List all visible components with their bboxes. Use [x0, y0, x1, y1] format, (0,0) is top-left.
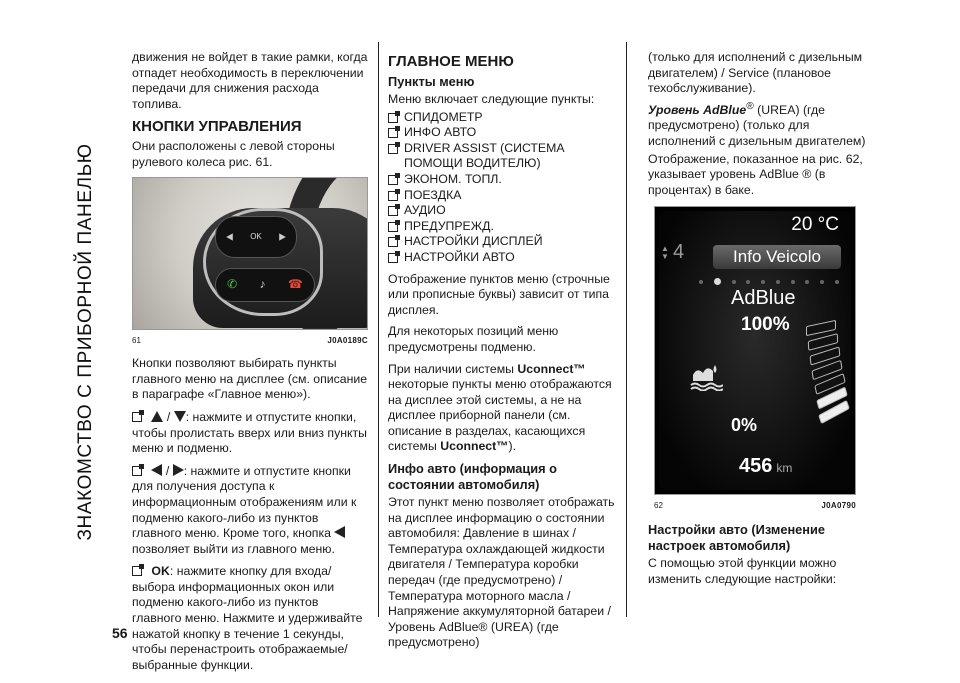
right-arrow-icon [279, 233, 286, 240]
menu-list-item: НАСТРОЙКИ ДИСПЛЕЙ [388, 234, 622, 250]
bullet-icon [388, 144, 398, 154]
column-1 [132, 50, 370, 679]
bullet-icon [388, 175, 398, 185]
menu-updown-arrows-icon: ▲ ▼ [661, 244, 669, 262]
chapter-title: ЗНАКОМСТВО С ПРИБОРНОЙ ПАНЕЛЬЮ [75, 143, 96, 541]
menu-para-2: Для некоторых позиций меню предусмотрены подменю. [388, 324, 559, 354]
bullet-icon [388, 253, 398, 263]
column-3 [648, 50, 880, 593]
subheading-vehicle-settings: Настройки авто (Изменение настроек автомобиля) [648, 522, 826, 554]
bullet-icon [388, 206, 398, 216]
bullet-icon [132, 566, 142, 576]
controls-text: Они расположены с левой стороны рулевого колеса рис. 61. [132, 139, 335, 169]
hangup-icon: ☎ [287, 276, 303, 291]
col3-para-3: С помощью этой функции можно изменить следующие настройки: [648, 556, 837, 586]
bullet-icon [388, 222, 398, 232]
menu-para-1: Отображение пунктов меню (строчные или прописные буквы) зависит от типа дисплея. [388, 271, 610, 317]
left-triangle-icon [334, 526, 345, 538]
col3-para-1: (только для исполнений с дизельным двигателем) / Service (плановое техобслуживание). [648, 50, 863, 96]
gauge-max-label: 100% [741, 314, 790, 336]
figure-number: 61 [132, 335, 141, 345]
left-arrow-icon [226, 233, 233, 240]
adblue-paragraph: Уровень AdBlue® (UREA) (где предусмотрено) (только для исполнений с дизельным двигателем) [648, 100, 866, 149]
display-adblue-label: AdBlue [731, 287, 796, 310]
page-number: 56 [112, 625, 128, 641]
figure-code: J0A0189C [327, 335, 368, 345]
phone-pad [215, 268, 315, 302]
page-indicator-dots [699, 278, 839, 285]
figure-code: J0A0790 [821, 501, 856, 511]
figure-caption [132, 333, 368, 349]
menu-list-item: ПРЕДУПРЕЖД. [388, 219, 622, 235]
phone-icon: ✆ [227, 276, 238, 291]
menu-intro: Меню включает следующие пункты: [388, 92, 595, 106]
item-updown: / : нажмите и отпустите кнопки, чтобы пролистать вверх или вниз пункты меню и подменю. [132, 409, 368, 456]
bullet-icon [132, 466, 142, 476]
up-triangle-icon [151, 411, 163, 422]
menu-list-item: ПОЕЗДКА [388, 188, 622, 204]
intro-text: движения не войдет в такие рамки, когда отпадет необходимость в переключении передачи для снижения расхода топлива. [132, 50, 368, 111]
steering-wheel-photo [132, 177, 368, 330]
column-divider [626, 42, 627, 617]
menu-list-item: СПИДОМЕТР [388, 110, 622, 126]
down-triangle-icon [174, 411, 186, 422]
left-triangle-icon [151, 464, 162, 476]
menu-list-item: ЭКОНОМ. ТОПЛ. [388, 172, 622, 188]
voice-icon: ♪ [259, 276, 266, 291]
figure-caption [654, 498, 856, 514]
figure-number: 62 [654, 501, 663, 511]
range-readout: 456 km [739, 455, 793, 478]
display-screen [659, 211, 851, 490]
bullet-icon [388, 191, 398, 201]
item-ok: OK: нажмите кнопку для входа/выбора информационных окон или подменю какого-либо из пунктов главного меню. Нажмите и удерживайте нажатой кнопку в течение 1 секунды, чтобы перенастроить отображаемые/ выбранные функции. [132, 564, 363, 672]
menu-para-3: При наличии системы Uconnect™ некоторые пункты меню отображаются на дисплее этой системы, а не на дисплее приборной панели (см. описание в разделах, касающихся системы Uconnect™). [388, 361, 612, 454]
buttons-text: Кнопки позволяют выбирать пункты главного меню на дисплее (см. описание в параграфе «Главное меню»). [132, 356, 368, 402]
ok-label: OK [250, 231, 262, 241]
section-heading-main-menu: ГЛАВНОЕ МЕНЮ [388, 53, 514, 70]
bullet-icon [132, 412, 142, 422]
item-leftright: / : нажмите и отпустите кнопки для получения доступа к информационным отображениям или к подменю какого-либо из пунктов главного меню. Кроме того, кнопка позволяет выйти из главного меню. [132, 463, 357, 556]
bullet-icon [388, 237, 398, 247]
menu-list-item: ИНФО АВТО [388, 125, 622, 141]
menu-items-list [388, 110, 622, 266]
right-triangle-icon [173, 464, 184, 476]
control-pad [215, 216, 297, 258]
adblue-tank-icon [689, 361, 723, 391]
gauge-min-label: 0% [731, 415, 758, 436]
menu-list-item: DRIVER ASSIST (СИСТЕМА ПОМОЩИ ВОДИТЕЛЮ) [388, 141, 622, 172]
menu-list-item: НАСТРОЙКИ АВТО [388, 250, 622, 266]
subheading-menu-items: Пункты меню [388, 74, 475, 89]
section-heading-controls: КНОПКИ УПРАВЛЕНИЯ [132, 118, 302, 136]
subheading-vehicle-info: Инфо авто (информация о состоянии автомобиля) [388, 461, 557, 493]
col3-para-2: Отображение, показанное на рис. 62, указывает уровень AdBlue ® (в процентах) в баке. [648, 151, 863, 197]
column-2 [388, 50, 622, 657]
menu-index: 4 [673, 241, 685, 264]
bullet-icon [388, 128, 398, 138]
bullet-icon [388, 113, 398, 123]
display-title: Info Veicolo [713, 245, 841, 269]
dashboard-display [654, 206, 856, 495]
vehicle-info-text: Этот пункт меню позволяет отображать на дисплее информацию о состоянии автомобиля: Давление в шинах / Температура охлаждающей жидкости двигателя / Температура коробки передач (где предусмотрено) / Температура моторного масла / Напряжение аккумуляторной батареи / Уровень AdBlue® (UREA) (где предусмотрено) [388, 495, 615, 650]
menu-list-item: АУДИО [388, 203, 622, 219]
temperature-readout: 20 °C [791, 214, 839, 236]
adblue-title: Уровень AdBlue [648, 102, 747, 117]
column-divider [378, 42, 379, 617]
